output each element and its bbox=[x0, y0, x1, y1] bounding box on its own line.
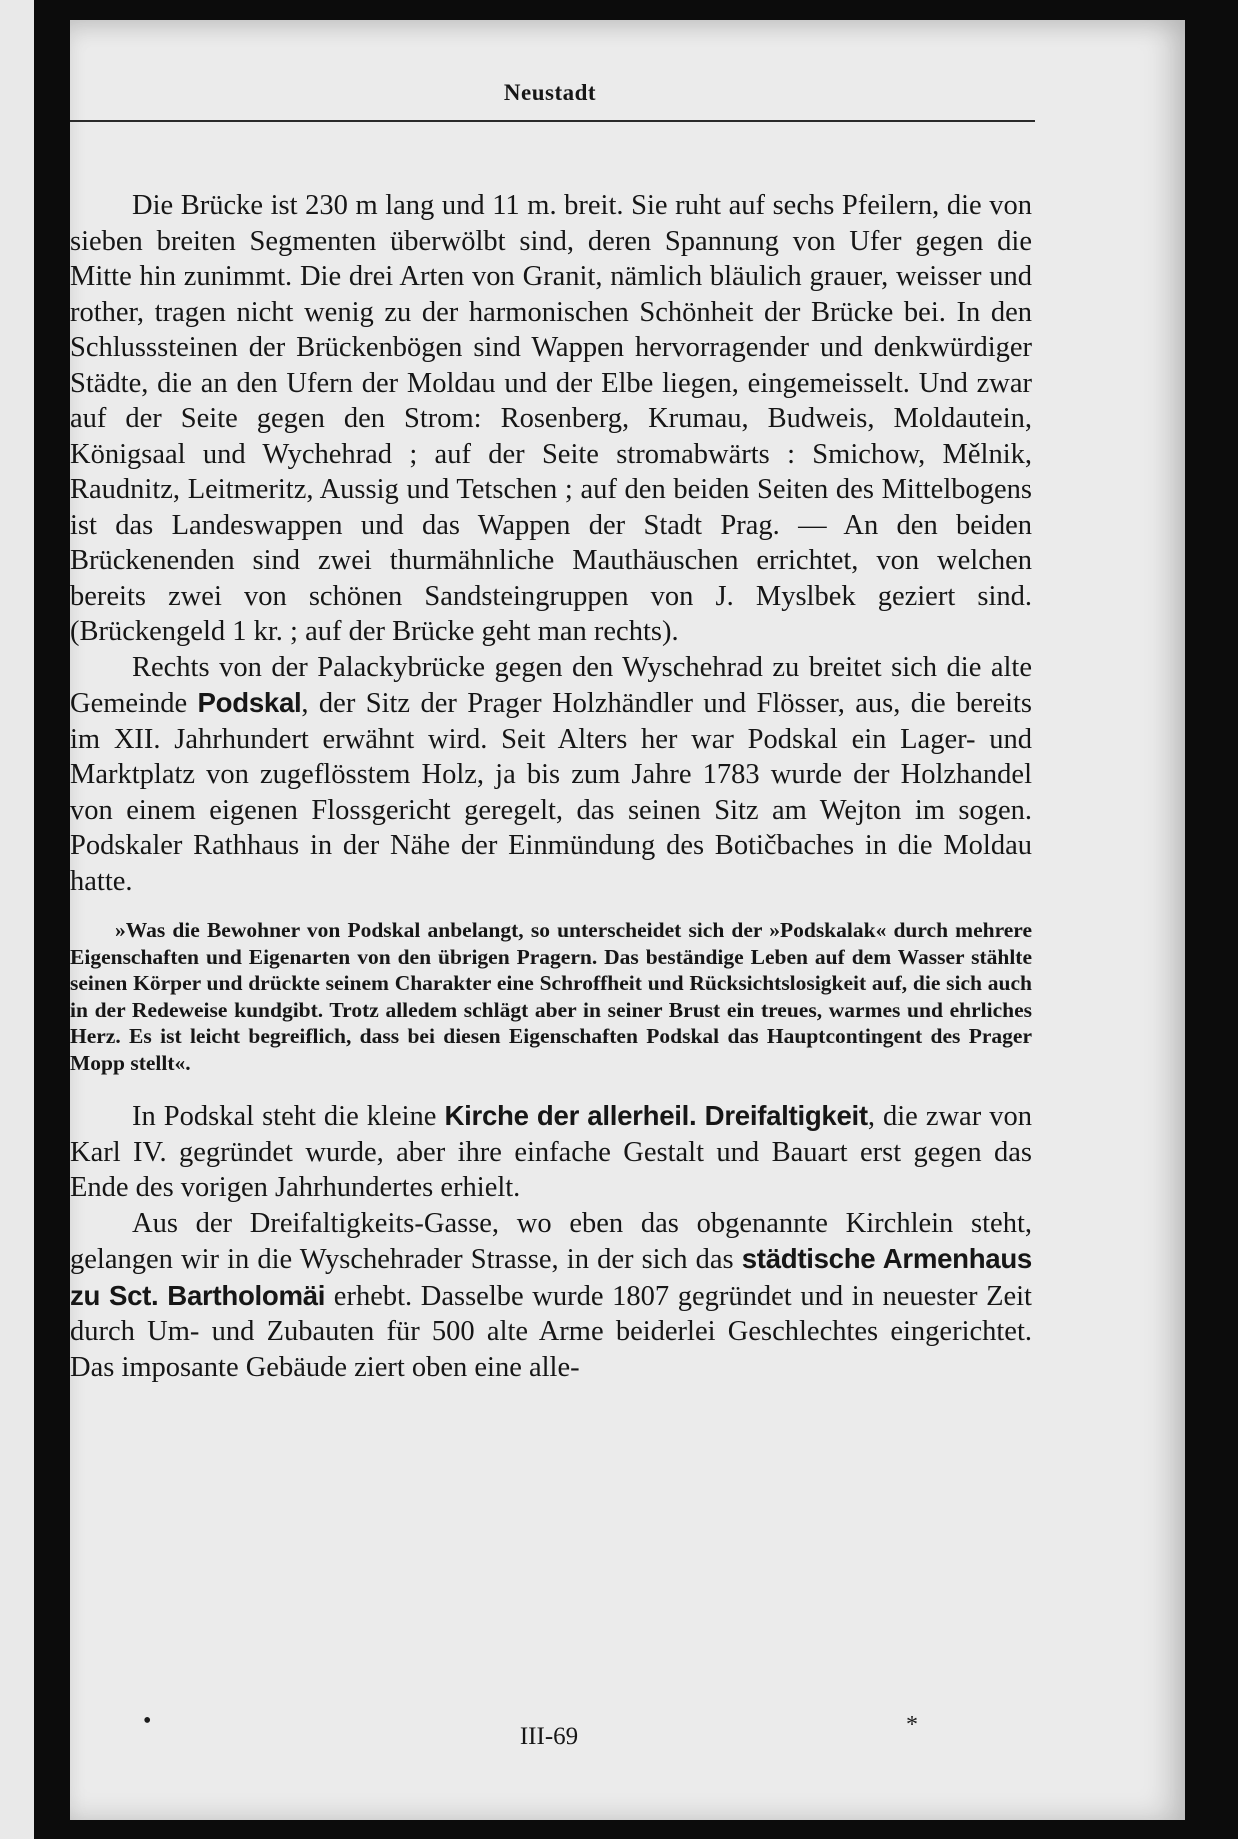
text-segment: , der Sitz der Prager Holzhändler und Flösser, aus, die bereits im XII. Jahrhundert erwähnt wird. Seit Alters her war Podskal ein Lager- und Marktplatz von zugeflösstem Holz, ja bis zum Jahre 1783 wurde der Holzhandel von einem eigenen Flossgericht geregelt, das seinen Sitz am Wejton im sogen. Podskaler Rathhaus in der Nähe der Einmündung des Botičbaches in die Moldau hatte. bbox=[70, 688, 1032, 897]
page-number: III-69 bbox=[519, 1723, 579, 1750]
body-text bbox=[70, 188, 1032, 1385]
text-segment: , die zwar von Karl IV. gegründet wurde, aber ihre einfache Gestalt und Bauart erst gegen das Ende des vorigen Jahrhundertes erhielt. bbox=[70, 1101, 1032, 1203]
footer-mark-right: * bbox=[906, 1712, 918, 1738]
text-segment: erhebt. Dasselbe wurde 1807 gegründet und in neuester Zeit durch Um- und Zubauten für 500 alte Arme beiderlei Geschlechtes eingerichtet. Das imposante Gebäude ziert oben eine alle- bbox=[70, 1280, 1032, 1383]
book-page bbox=[70, 20, 1185, 1820]
text-segment: Aus der Dreifaltigkeits-Gasse, wo eben das obgenannte Kirchlein steht, gelangen wir in die Wyschehrader Strasse, in der sich das bbox=[70, 1207, 1032, 1275]
highlighted-term-armenhaus: städtische Armenhaus zu Sct. Bartholomäi bbox=[70, 1243, 1032, 1311]
quote-block bbox=[70, 917, 1032, 1076]
paragraph-church bbox=[70, 1098, 1032, 1206]
footer-mark-left: • bbox=[143, 1708, 152, 1734]
header-rule bbox=[70, 120, 1035, 122]
highlighted-term-church: Kirche der allerheil. Dreifaltigkeit bbox=[444, 1100, 868, 1131]
paragraph-podskal bbox=[70, 650, 1032, 900]
text-segment: Rechts von der Palackybrücke gegen den Wyschehrad zu breitet sich die alte Gemeinde bbox=[70, 651, 1032, 719]
text-segment: In Podskal steht die kleine bbox=[132, 1101, 445, 1132]
text-segment: Die Brücke ist 230 m lang und 11 m. breit. Sie ruht auf sechs Pfeilern, die von sieben breiten Segmenten überwölbt sind, deren Spannung von Ufer gegen die Mitte hin zunimmt. Die drei Arten von Granit, nämlich bläulich grauer, weisser und rother, tragen nicht wenig zu der harmonischen Schönheit der Brücke bei. In den Schlusssteinen der Brückenbögen sind Wappen hervorragender und denkwürdiger Städte, die an den Ufern der Moldau und der Elbe liegen, eingemeisselt. Und zwar auf der Seite gegen den Strom: Rosenberg, Krumau, Budweis, Moldautein, Königsaal und Wychehrad ; auf der Seite stromabwärts : Smichow, Mělnik, Raudnitz, Leitmeritz, Aussig und Tetschen ; auf den beiden Seiten des Mittelbogens ist das Landeswappen und das Wappen der Stadt Prag. — An den beiden Brückenenden sind zwei thurmähnliche Mauthäuschen errichtet, von welchen bereits zwei von schönen Sandsteingruppen von J. Myslbek geziert sind. (Brückengeld 1 kr. ; auf der Brücke geht man rechts). bbox=[70, 190, 1032, 647]
adjacent-page-edge bbox=[0, 0, 34, 1839]
paragraph-armenhaus bbox=[70, 1206, 1032, 1386]
running-header: Neustadt bbox=[503, 80, 597, 105]
paragraph-bridge bbox=[70, 188, 1032, 650]
highlighted-term-podskal: Podskal bbox=[197, 687, 302, 718]
text-segment: »Was die Bewohner von Podskal anbelangt, so unterscheidet sich der »Podskalak« durch mehrere Eigenschaften und Eigenarten von den übrigen Pragern. Das beständige Leben auf dem Wasser stählte seinen Körper und drückte seinem Charakter eine Schroffheit und Rücksichtslosigkeit auf, die sich auch in der Redeweise kundgibt. Trotz alledem schlägt aber in seiner Brust ein treues, warmes und ehrliches Herz. Es ist leicht begreiflich, dass bei diesen Eigenschaften Podskal das Hauptcontingent des Prager Mopp stellt«. bbox=[70, 918, 1032, 1075]
